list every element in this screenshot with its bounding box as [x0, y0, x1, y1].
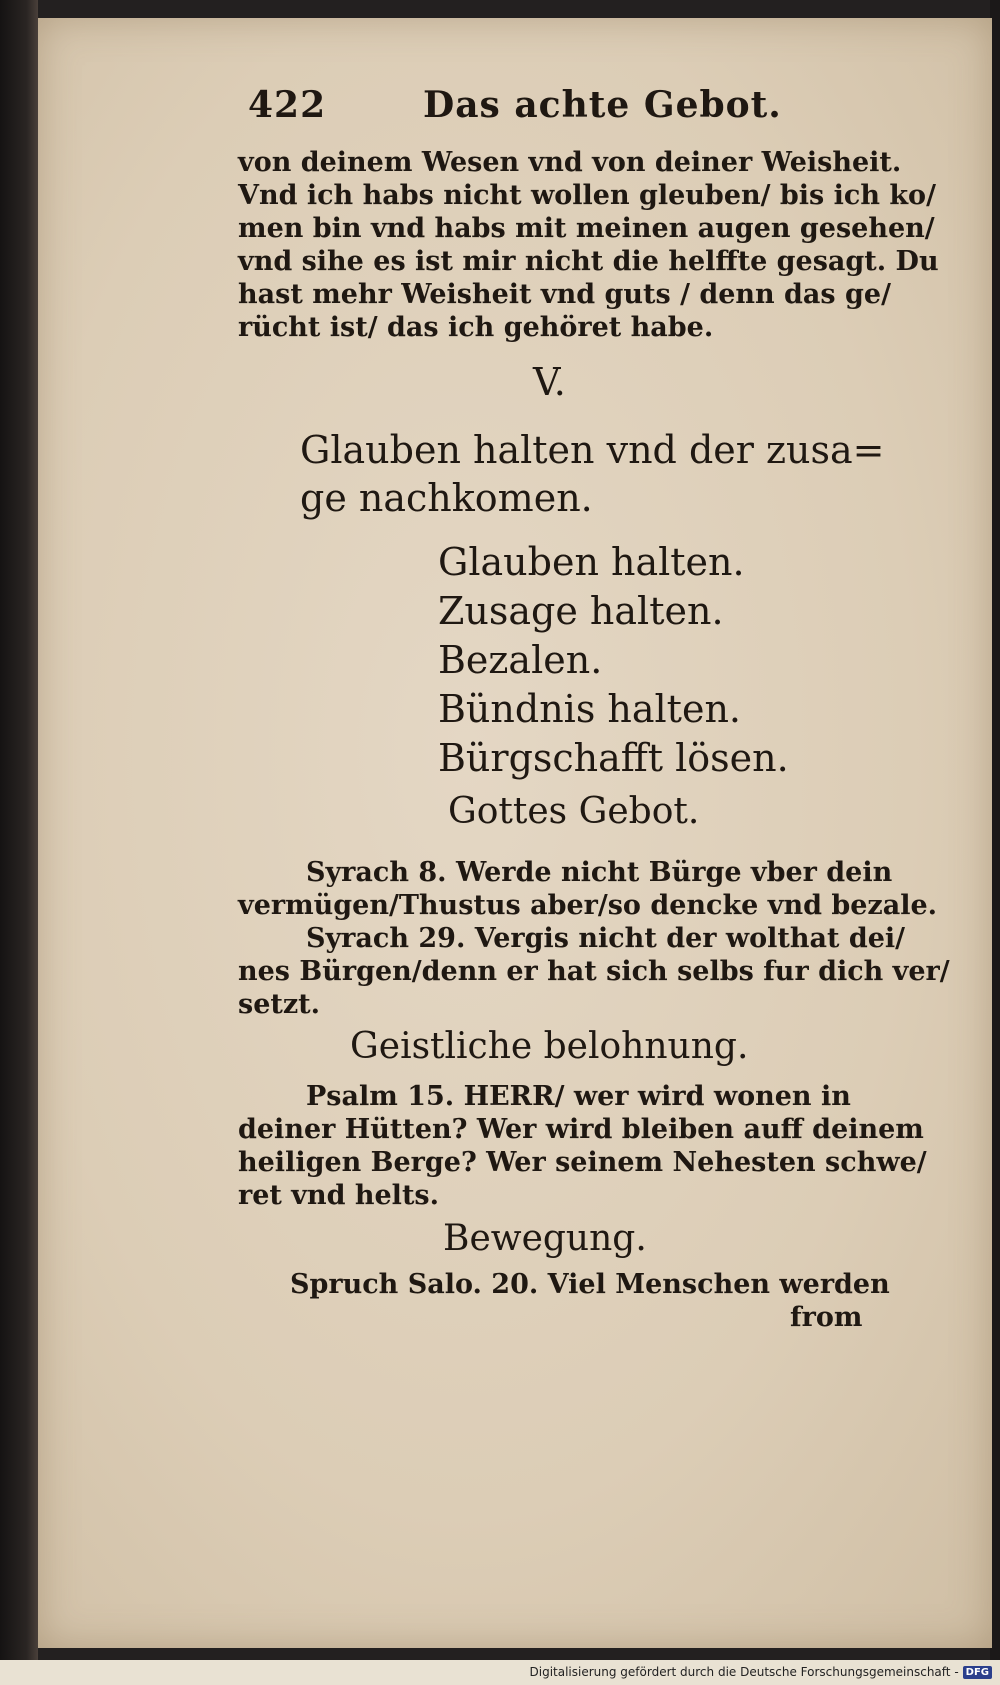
- gottes-gebot-heading: Gottes Gebot.: [448, 791, 700, 832]
- bewegung-heading: Bewegung.: [443, 1218, 647, 1259]
- scripture-line: Psalm 15. HERR/ wer wird wonen in: [306, 1081, 851, 1112]
- scripture-line: setzt.: [238, 989, 321, 1020]
- book-gutter: [0, 0, 38, 1660]
- dfg-logo: DFG: [963, 1666, 992, 1679]
- geistliche-heading: Geistliche belohnung.: [350, 1026, 749, 1067]
- credit-text: Digitalisierung gefördert durch die Deutsche Forschungsgemeinschaft -: [529, 1665, 959, 1679]
- scripture-line: Syrach 8. Werde nicht Bürge vber dein: [306, 857, 893, 888]
- topic-item: Glauben halten.: [438, 540, 745, 584]
- catchword: from: [790, 1302, 863, 1333]
- running-title: Das achte Gebot.: [423, 84, 782, 126]
- scripture-line: nes Bürgen/denn er hat sich selbs fur dich ver/: [238, 956, 950, 987]
- intro-line: Vnd ich habs nicht wollen gleuben/ bis ich ko/: [238, 180, 936, 211]
- intro-line: rücht ist/ das ich gehöret habe.: [238, 312, 714, 343]
- section-heading-line: Glauben halten vnd der zusa=: [300, 428, 885, 472]
- topic-item: Bündnis halten.: [438, 687, 741, 731]
- scripture-line: ret vnd helts.: [238, 1180, 440, 1211]
- intro-line: hast mehr Weisheit vnd guts / denn das ge/: [238, 279, 891, 310]
- topic-item: Bezalen.: [438, 638, 603, 682]
- digitization-credit: [530, 1665, 993, 1679]
- scripture-line: Syrach 29. Vergis nicht der wolthat dei/: [306, 923, 906, 954]
- scripture-line: heiligen Berge? Wer seinem Nehesten schwe/: [238, 1147, 927, 1178]
- scripture-line: vermügen/Thustus aber/so dencke vnd bezale.: [238, 890, 938, 921]
- scripture-line: deiner Hütten? Wer wird bleiben auff deinem: [238, 1114, 924, 1145]
- intro-line: von deinem Wesen vnd von deiner Weisheit.: [238, 147, 902, 178]
- section-numeral: V.: [533, 360, 566, 404]
- section-heading-line: ge nachkomen.: [300, 476, 593, 520]
- intro-line: vnd sihe es ist mir nicht die helffte gesagt. Du: [238, 246, 939, 277]
- topic-item: Zusage halten.: [438, 589, 724, 633]
- intro-line: men bin vnd habs mit meinen augen gesehen/: [238, 213, 935, 244]
- topic-item: Bürgschafft lösen.: [438, 736, 789, 780]
- scripture-line: Spruch Salo. 20. Viel Menschen werden: [290, 1269, 890, 1300]
- page-number: 422: [248, 84, 327, 126]
- book-page: [38, 18, 992, 1648]
